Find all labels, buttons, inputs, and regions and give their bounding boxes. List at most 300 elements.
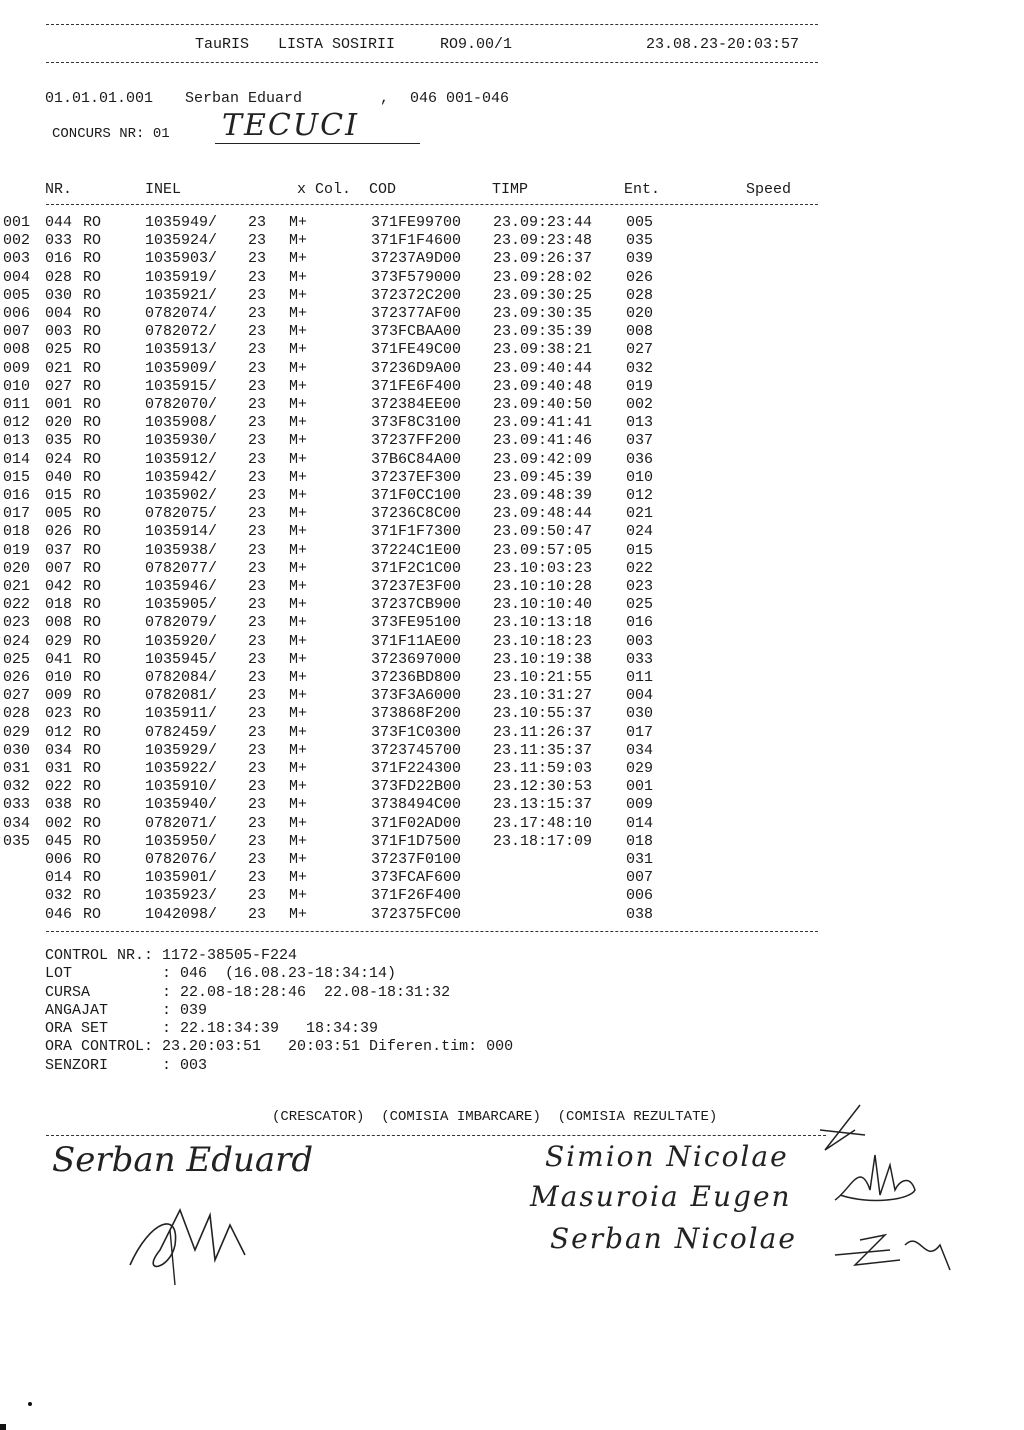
row-code: 3723697000: [371, 650, 462, 668]
row-time: 23.10:19:38: [493, 650, 593, 668]
row-year: 23: [248, 632, 267, 650]
table-row: [0, 523, 820, 541]
page-corner-mark: [0, 1424, 6, 1430]
row-number: 022: [45, 778, 73, 796]
row-year: 23: [248, 851, 267, 868]
row-country: RO: [83, 305, 102, 322]
table-row: [0, 669, 820, 687]
row-ring: 1035905/: [145, 596, 218, 614]
row-sex: M+: [289, 487, 308, 504]
row-year: 23: [248, 377, 267, 395]
row-year: 23: [248, 232, 267, 250]
owner-range: 046 001-046: [410, 90, 510, 107]
row-year: 23: [248, 468, 267, 486]
angajat-line: ANGAJAT : 039: [45, 1002, 208, 1019]
row-code: 37224C1E00: [371, 541, 462, 559]
row-code: 373FE95100: [371, 614, 462, 632]
row-time: 23.09:30:25: [493, 286, 593, 304]
row-entry: 001: [626, 778, 654, 796]
row-ring: 0782081/: [145, 687, 218, 705]
table-row: [0, 742, 820, 760]
row-country: RO: [83, 669, 102, 686]
row-sex: M+: [289, 341, 308, 359]
table-row: [0, 869, 820, 887]
row-number: 038: [45, 796, 73, 814]
row-time: 23.09:35:39: [493, 323, 593, 341]
row-country: RO: [83, 341, 102, 359]
row-year: 23: [248, 814, 267, 832]
row-number: 006: [45, 851, 73, 868]
row-ring: 1035901/: [145, 869, 218, 887]
row-country: RO: [83, 723, 102, 741]
row-code: 371F1F7300: [371, 523, 462, 541]
row-entry: 009: [626, 796, 654, 814]
row-sex: M+: [289, 377, 308, 395]
row-number: 027: [45, 377, 73, 395]
row-ring: 0782072/: [145, 323, 218, 341]
row-country: RO: [83, 468, 102, 486]
row-number: 015: [45, 487, 73, 504]
row-entry: 002: [626, 396, 654, 413]
row-time: 23.09:28:02: [493, 268, 593, 286]
owner-id: 01.01.01.001: [45, 90, 154, 107]
row-time: 23.09:23:48: [493, 232, 593, 250]
row-entry: 005: [626, 214, 654, 231]
row-time: 23.09:50:47: [493, 523, 593, 541]
row-year: 23: [248, 505, 267, 523]
row-entry: 033: [626, 650, 654, 668]
row-sex: M+: [289, 832, 308, 850]
row-position: 030: [3, 741, 31, 759]
table-row: [0, 633, 820, 651]
row-ring: 1035930/: [145, 432, 218, 450]
row-position: 021: [3, 578, 31, 595]
row-time: 23.11:26:37: [493, 723, 593, 741]
row-position: 028: [3, 705, 31, 723]
table-row: [0, 578, 820, 596]
row-entry: 032: [626, 359, 654, 377]
row-entry: 003: [626, 632, 654, 650]
row-number: 008: [45, 614, 73, 632]
row-time: 23.09:57:05: [493, 541, 593, 559]
row-number: 045: [45, 832, 73, 850]
table-row: [0, 414, 820, 432]
lot-line: LOT : 046 (16.08.23-18:34:14): [45, 965, 397, 982]
row-ring: 1035920/: [145, 632, 218, 650]
row-country: RO: [83, 268, 102, 286]
row-ring: 0782075/: [145, 505, 218, 523]
row-sex: M+: [289, 687, 308, 705]
row-year: 23: [248, 523, 267, 541]
row-code: 372377AF00: [371, 305, 462, 322]
row-ring: 1035903/: [145, 250, 218, 268]
row-sex: M+: [289, 359, 308, 377]
row-entry: 039: [626, 250, 654, 268]
row-sex: M+: [289, 286, 308, 304]
row-code: 371F1D7500: [371, 832, 462, 850]
row-code: 372384EE00: [371, 396, 462, 413]
row-number: 021: [45, 359, 73, 377]
row-entry: 010: [626, 468, 654, 486]
row-entry: 008: [626, 323, 654, 341]
row-sex: M+: [289, 596, 308, 614]
row-ring: 1035914/: [145, 523, 218, 541]
row-number: 031: [45, 760, 73, 777]
row-ring: 1035915/: [145, 377, 218, 395]
row-sex: M+: [289, 778, 308, 796]
ora-control-line: ORA CONTROL: 23.20:03:51 20:03:51 Diferen.tim: 000: [45, 1038, 514, 1055]
header-bottom-rule: [46, 62, 818, 63]
row-year: 23: [248, 760, 267, 777]
row-entry: 038: [626, 905, 654, 923]
row-number: 009: [45, 687, 73, 705]
row-ring: 0782071/: [145, 814, 218, 832]
table-bottom-rule: [46, 931, 818, 932]
row-sex: M+: [289, 232, 308, 250]
row-position: 024: [3, 632, 31, 650]
row-country: RO: [83, 286, 102, 304]
row-country: RO: [83, 832, 102, 850]
row-code: 37236D9A00: [371, 359, 462, 377]
table-row: [0, 614, 820, 632]
row-entry: 025: [626, 596, 654, 614]
row-sex: M+: [289, 268, 308, 286]
row-ring: 1035911/: [145, 705, 218, 723]
row-time: 23.10:21:55: [493, 669, 593, 686]
row-country: RO: [83, 760, 102, 777]
row-year: 23: [248, 614, 267, 632]
row-country: RO: [83, 414, 102, 432]
row-time: 23.09:40:48: [493, 377, 593, 395]
row-code: 37236C8C00: [371, 505, 462, 523]
row-code: 371F2C1C00: [371, 559, 462, 577]
row-code: 371F224300: [371, 760, 462, 777]
row-entry: 029: [626, 760, 654, 777]
row-time: 23.09:48:44: [493, 505, 593, 523]
row-code: 371FE49C00: [371, 341, 462, 359]
row-year: 23: [248, 869, 267, 887]
col-header-speed: Speed: [746, 181, 792, 198]
row-number: 010: [45, 669, 73, 686]
row-sex: M+: [289, 559, 308, 577]
row-country: RO: [83, 541, 102, 559]
row-entry: 019: [626, 377, 654, 395]
row-position: 008: [3, 341, 31, 359]
row-position: 011: [3, 396, 31, 413]
row-code: 37237CB900: [371, 596, 462, 614]
row-position: 022: [3, 596, 31, 614]
row-entry: 011: [626, 669, 654, 686]
table-row: [0, 833, 820, 851]
row-number: 003: [45, 323, 73, 341]
row-code: 37237EF300: [371, 468, 462, 486]
row-position: 023: [3, 614, 31, 632]
row-country: RO: [83, 359, 102, 377]
row-entry: 020: [626, 305, 654, 322]
signature-scribble-crescator: [120, 1190, 260, 1290]
table-row: [0, 705, 820, 723]
comma-mark: ,: [380, 90, 390, 107]
row-entry: 015: [626, 541, 654, 559]
signature-scribble-2: [830, 1150, 920, 1210]
table-row: [0, 396, 820, 414]
row-number: 030: [45, 286, 73, 304]
row-number: 023: [45, 705, 73, 723]
row-position: 016: [3, 487, 31, 504]
row-country: RO: [83, 796, 102, 814]
row-country: RO: [83, 505, 102, 523]
row-entry: 035: [626, 232, 654, 250]
row-entry: 028: [626, 286, 654, 304]
table-row: [0, 778, 820, 796]
row-ring: 1035922/: [145, 760, 218, 777]
row-position: 012: [3, 414, 31, 432]
row-ring: 0782079/: [145, 614, 218, 632]
place-underline: [215, 143, 420, 144]
row-ring: 1035946/: [145, 578, 218, 595]
row-position: 034: [3, 814, 31, 832]
row-position: 001: [3, 214, 31, 231]
row-sex: M+: [289, 669, 308, 686]
row-time: 23.10:18:23: [493, 632, 593, 650]
table-row: [0, 887, 820, 905]
table-row: [0, 687, 820, 705]
owner-name: Serban Eduard: [185, 90, 303, 107]
row-country: RO: [83, 396, 102, 413]
row-code: 373FCBAA00: [371, 323, 462, 341]
row-sex: M+: [289, 760, 308, 777]
report-code: RO9.00/1: [440, 36, 513, 53]
table-row: [0, 250, 820, 268]
page-dot: [28, 1402, 32, 1406]
row-ring: 1035938/: [145, 541, 218, 559]
signature-rule: [46, 1135, 826, 1136]
row-ring: 1035942/: [145, 468, 218, 486]
row-number: 029: [45, 632, 73, 650]
table-row: [0, 487, 820, 505]
row-ring: 1035923/: [145, 887, 218, 905]
row-country: RO: [83, 851, 102, 868]
table-row: [0, 724, 820, 742]
row-time: 23.18:17:09: [493, 832, 593, 850]
row-year: 23: [248, 286, 267, 304]
cursa-line: CURSA : 22.08-18:28:46 22.08-18:31:32: [45, 984, 451, 1001]
row-entry: 016: [626, 614, 654, 632]
header-top-rule: [46, 24, 818, 25]
row-country: RO: [83, 232, 102, 250]
row-time: 23.09:30:35: [493, 305, 593, 322]
row-number: 046: [45, 905, 73, 923]
row-time: 23.13:15:37: [493, 796, 593, 814]
row-sex: M+: [289, 578, 308, 595]
row-country: RO: [83, 250, 102, 268]
table-row: [0, 232, 820, 250]
row-entry: 022: [626, 559, 654, 577]
table-row: [0, 341, 820, 359]
row-ring: 0782070/: [145, 396, 218, 413]
row-position: 015: [3, 468, 31, 486]
handwritten-comisia-1: Simion Nicolae: [545, 1140, 789, 1173]
row-position: 005: [3, 286, 31, 304]
row-code: 37236BD800: [371, 669, 462, 686]
handwritten-comisia-2: Masuroia Eugen: [530, 1180, 792, 1213]
row-country: RO: [83, 323, 102, 341]
row-code: 373FCAF600: [371, 869, 462, 887]
row-year: 23: [248, 905, 267, 923]
row-time: 23.09:42:09: [493, 450, 593, 468]
row-time: 23.09:40:44: [493, 359, 593, 377]
row-time: 23.09:26:37: [493, 250, 593, 268]
table-row: [0, 542, 820, 560]
row-country: RO: [83, 559, 102, 577]
row-sex: M+: [289, 468, 308, 486]
table-row: [0, 906, 820, 924]
row-time: 23.09:45:39: [493, 468, 593, 486]
row-country: RO: [83, 578, 102, 595]
row-time: 23.09:23:44: [493, 214, 593, 231]
row-year: 23: [248, 723, 267, 741]
row-entry: 017: [626, 723, 654, 741]
row-ring: 1035929/: [145, 741, 218, 759]
row-country: RO: [83, 869, 102, 887]
row-country: RO: [83, 887, 102, 905]
signature-labels: (CRESCATOR) (COMISIA IMBARCARE) (COMISIA REZULTATE): [272, 1109, 718, 1125]
row-number: 016: [45, 250, 73, 268]
row-position: 003: [3, 250, 31, 268]
row-code: 373F1C0300: [371, 723, 462, 741]
row-country: RO: [83, 596, 102, 614]
row-sex: M+: [289, 705, 308, 723]
row-number: 028: [45, 268, 73, 286]
row-entry: 027: [626, 341, 654, 359]
row-position: 026: [3, 669, 31, 686]
row-country: RO: [83, 377, 102, 395]
table-row: [0, 432, 820, 450]
row-year: 23: [248, 450, 267, 468]
row-sex: M+: [289, 505, 308, 523]
row-year: 23: [248, 268, 267, 286]
row-position: 035: [3, 832, 31, 850]
row-ring: 1035912/: [145, 450, 218, 468]
control-nr: CONTROL NR.: 1172-38505-F224: [45, 947, 298, 964]
row-year: 23: [248, 559, 267, 577]
row-code: 371F11AE00: [371, 632, 462, 650]
row-code: 373F8C3100: [371, 414, 462, 432]
row-time: 23.12:30:53: [493, 778, 593, 796]
row-year: 23: [248, 396, 267, 413]
row-entry: 036: [626, 450, 654, 468]
row-time: 23.09:41:46: [493, 432, 593, 450]
row-year: 23: [248, 832, 267, 850]
row-entry: 034: [626, 741, 654, 759]
row-country: RO: [83, 632, 102, 650]
handwritten-comisia-3: Serban Nicolae: [550, 1222, 797, 1255]
table-row: [0, 451, 820, 469]
table-row: [0, 851, 820, 869]
row-entry: 013: [626, 414, 654, 432]
row-time: 23.10:10:28: [493, 578, 593, 595]
row-number: 040: [45, 468, 73, 486]
row-number: 042: [45, 578, 73, 595]
row-entry: 026: [626, 268, 654, 286]
row-number: 005: [45, 505, 73, 523]
row-year: 23: [248, 669, 267, 686]
row-position: 018: [3, 523, 31, 541]
row-entry: 030: [626, 705, 654, 723]
row-sex: M+: [289, 541, 308, 559]
row-ring: 1042098/: [145, 905, 218, 923]
row-entry: 018: [626, 832, 654, 850]
table-row: [0, 378, 820, 396]
row-code: 371F26F400: [371, 887, 462, 905]
ora-set-line: ORA SET : 22.18:34:39 18:34:39: [45, 1020, 379, 1037]
row-entry: 006: [626, 887, 654, 905]
table-row: [0, 596, 820, 614]
row-time: 23.09:41:41: [493, 414, 593, 432]
row-year: 23: [248, 650, 267, 668]
row-number: 037: [45, 541, 73, 559]
row-time: 23.17:48:10: [493, 814, 593, 832]
row-position: 010: [3, 377, 31, 395]
row-year: 23: [248, 305, 267, 322]
row-sex: M+: [289, 432, 308, 450]
row-number: 024: [45, 450, 73, 468]
row-position: 004: [3, 268, 31, 286]
row-country: RO: [83, 650, 102, 668]
row-ring: 0782459/: [145, 723, 218, 741]
row-sex: M+: [289, 414, 308, 432]
row-position: 006: [3, 305, 31, 322]
row-position: 009: [3, 359, 31, 377]
row-number: 002: [45, 814, 73, 832]
row-sex: M+: [289, 450, 308, 468]
row-sex: M+: [289, 869, 308, 887]
table-row: [0, 305, 820, 323]
row-sex: M+: [289, 905, 308, 923]
row-entry: 037: [626, 432, 654, 450]
row-code: 37237E3F00: [371, 578, 462, 595]
row-ring: 1035919/: [145, 268, 218, 286]
table-row: [0, 505, 820, 523]
row-sex: M+: [289, 250, 308, 268]
row-code: 373FD22B00: [371, 778, 462, 796]
row-position: 020: [3, 559, 31, 577]
concurs-label: CONCURS NR: 01: [52, 126, 170, 142]
row-entry: 031: [626, 851, 654, 868]
row-year: 23: [248, 250, 267, 268]
row-time: 23.09:38:21: [493, 341, 593, 359]
row-position: 025: [3, 650, 31, 668]
row-number: 018: [45, 596, 73, 614]
row-position: 013: [3, 432, 31, 450]
senzori-line: SENZORI : 003: [45, 1057, 208, 1074]
row-code: 371FE6F400: [371, 377, 462, 395]
row-entry: 012: [626, 487, 654, 504]
row-ring: 0782084/: [145, 669, 218, 686]
table-row: [0, 469, 820, 487]
table-row: [0, 760, 820, 778]
row-year: 23: [248, 323, 267, 341]
row-country: RO: [83, 778, 102, 796]
app-name: TauRIS: [195, 36, 250, 53]
handwritten-crescator: Serban Eduard: [52, 1140, 314, 1180]
row-number: 007: [45, 559, 73, 577]
row-time: 23.10:13:18: [493, 614, 593, 632]
row-year: 23: [248, 541, 267, 559]
row-code: 371F0CC100: [371, 487, 462, 504]
row-entry: 007: [626, 869, 654, 887]
row-ring: 1035902/: [145, 487, 218, 504]
